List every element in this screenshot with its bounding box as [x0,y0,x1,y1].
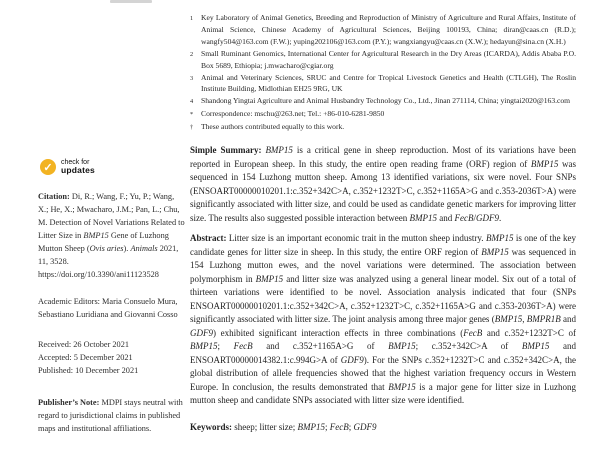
affiliation-row [190,95,576,108]
affiliation-row [190,48,576,72]
affiliation-marker: 2 [190,50,194,58]
check-for-updates-badge[interactable] [40,159,186,175]
affiliation-text: Small Ruminant Genomics, International Center for Agricultural Research in the Dry Areas (ICARDA), Addis Ababa P.O. Box 5689, Ethiopia; j.mwacharo@cgiar.org [201,48,576,70]
badge-label-line1: check for [61,159,90,166]
affiliation-row [190,72,576,96]
sidebar [38,159,186,435]
affiliation-row [190,12,576,48]
keywords-line: Keywords: sheep; litter size; BMP15; FecB; GDF9 [190,421,377,432]
dates-block [38,338,186,377]
citation-block: Citation: Di, R.; Wang, F.; Yu, P.; Wang, X.; He, X.; Mwacharo, J.M.; Pan, L.; Chu, M. Detection of Novel Variations Related to Litter Size in BMP15 Gene of Luzhong Mutton Sheep (Ovis aries). Animals 2021, 11, 3528. https://doi.org/10.3390/ani11123528 [38,192,185,279]
main-column [190,12,576,434]
affiliation-text: Shandong Yingtai Agriculture and Animal Husbandry Technology Co., Ltd., Jinan 271114, China; yingtai2020@163.com [201,96,571,106]
simple-summary-paragraph: Simple Summary: BMP15 is a critical gene in sheep reproduction. Most of its variations have been reported in European sheep. In this study, the entire open reading frame (ORF) region of BMP15 was sequenced in 154 Luzhong mutton sheep. Among 13 identified variations, six were novel. Four SNPs (ENSOART00000010201.1:c.352+342C>A, c.352+1232T>C, c.352+1165A>G and c.353-2036T>A) were significantly associated with litter size, and could be used as candidate genetic markers for improving litter size. The results also suggested possible interaction between BMP15 and FecB/GDF9. [190,145,577,223]
affiliation-row [190,108,576,121]
affiliation-row [190,121,576,134]
publisher-note-block: Publisher’s Note: MDPI stays neutral with regard to jurisdictional claims in published maps and institutional affiliations. [38,398,183,433]
affiliation-marker: 3 [190,74,194,82]
cropped-text-artifact [110,0,152,3]
affiliation-text: These authors contributed equally to this work. [201,122,345,132]
received-line: Received: 26 October 2021 [38,340,130,349]
affiliation-text: Key Laboratory of Animal Genetics, Breeding and Reproduction of Ministry of Agriculture and Rural Affairs, Institute of Animal Science, Chinese Academy of Agricultural Sciences, Beijing 100193, China; diran@caas.cn (R.D.); wangfy504@163.com (F.W.); yuping202106@163.com (P.Y.); wangxiangyu@caas.cn (X.W.); hedayun@sina.cn (X.H.) [201,13,576,46]
affiliation-marker: * [190,111,194,119]
affiliation-text: Correspondence: mschu@263.net; Tel.: +86-010-6281-9850 [201,109,385,119]
abstract-paragraph: Abstract: Litter size is an important economic trait in the mutton sheep industry. BMP15 is one of the key candidate genes for litter size in sheep. In this study, the entire ORF region of BMP15 was sequenced in 154 Luzhong mutton ewes, and the novel variations were determined. The association between polymorphism in BMP15 and litter size was analyzed using a general linear model. Six out of a total of thirteen variations were identified to be novel. Association analysis indicated that four (SNPs ENSOART00000010201.1:c.352+342C>A, c.352+1232T>C, c.352+1165A>G and c.353-2036T>A) were significantly associated with litter size. The joint analysis among three major genes (BMP15, BMPR1B and GDF9) exhibited significant interaction effects in three combinations (FecB and c.352+1232T>C of BMP15; FecB and c.352+1165A>G of BMP15; c.352+342C>A of BMP15 and ENSOART00000014382.1:c.994G>A of GDF9). For the SNPs c.352+1232T>C and c.352+342C>A, the global distribution of allele frequencies showed that the highest variation frequency occurs in Western Europe. In conclusion, the results demonstrated that BMP15 is a major gene for litter size in Luzhong mutton sheep and candidate SNPs associated with litter size were identified. [190,233,577,406]
affiliation-marker: 4 [190,98,194,106]
academic-editors-block: Academic Editors: Maria Consuelo Mura, Sebastiano Luridiana and Giovanni Cosso [38,297,178,319]
badge-label-line2: updates [61,164,95,175]
affiliations-list [190,12,576,134]
published-line: Published: 10 December 2021 [38,366,139,375]
badge-label [61,159,95,175]
affiliation-text: Animal and Veterinary Sciences, SRUC and Centre for Tropical Livestock Genetics and Health (CTLGH), The Roslin Institute Building, Midlothian EH25 9RG, UK [201,72,576,94]
accepted-line: Accepted: 5 December 2021 [38,353,133,362]
affiliation-marker: † [190,124,194,132]
check-icon: ✓ [40,159,56,175]
affiliation-marker: 1 [190,15,194,22]
